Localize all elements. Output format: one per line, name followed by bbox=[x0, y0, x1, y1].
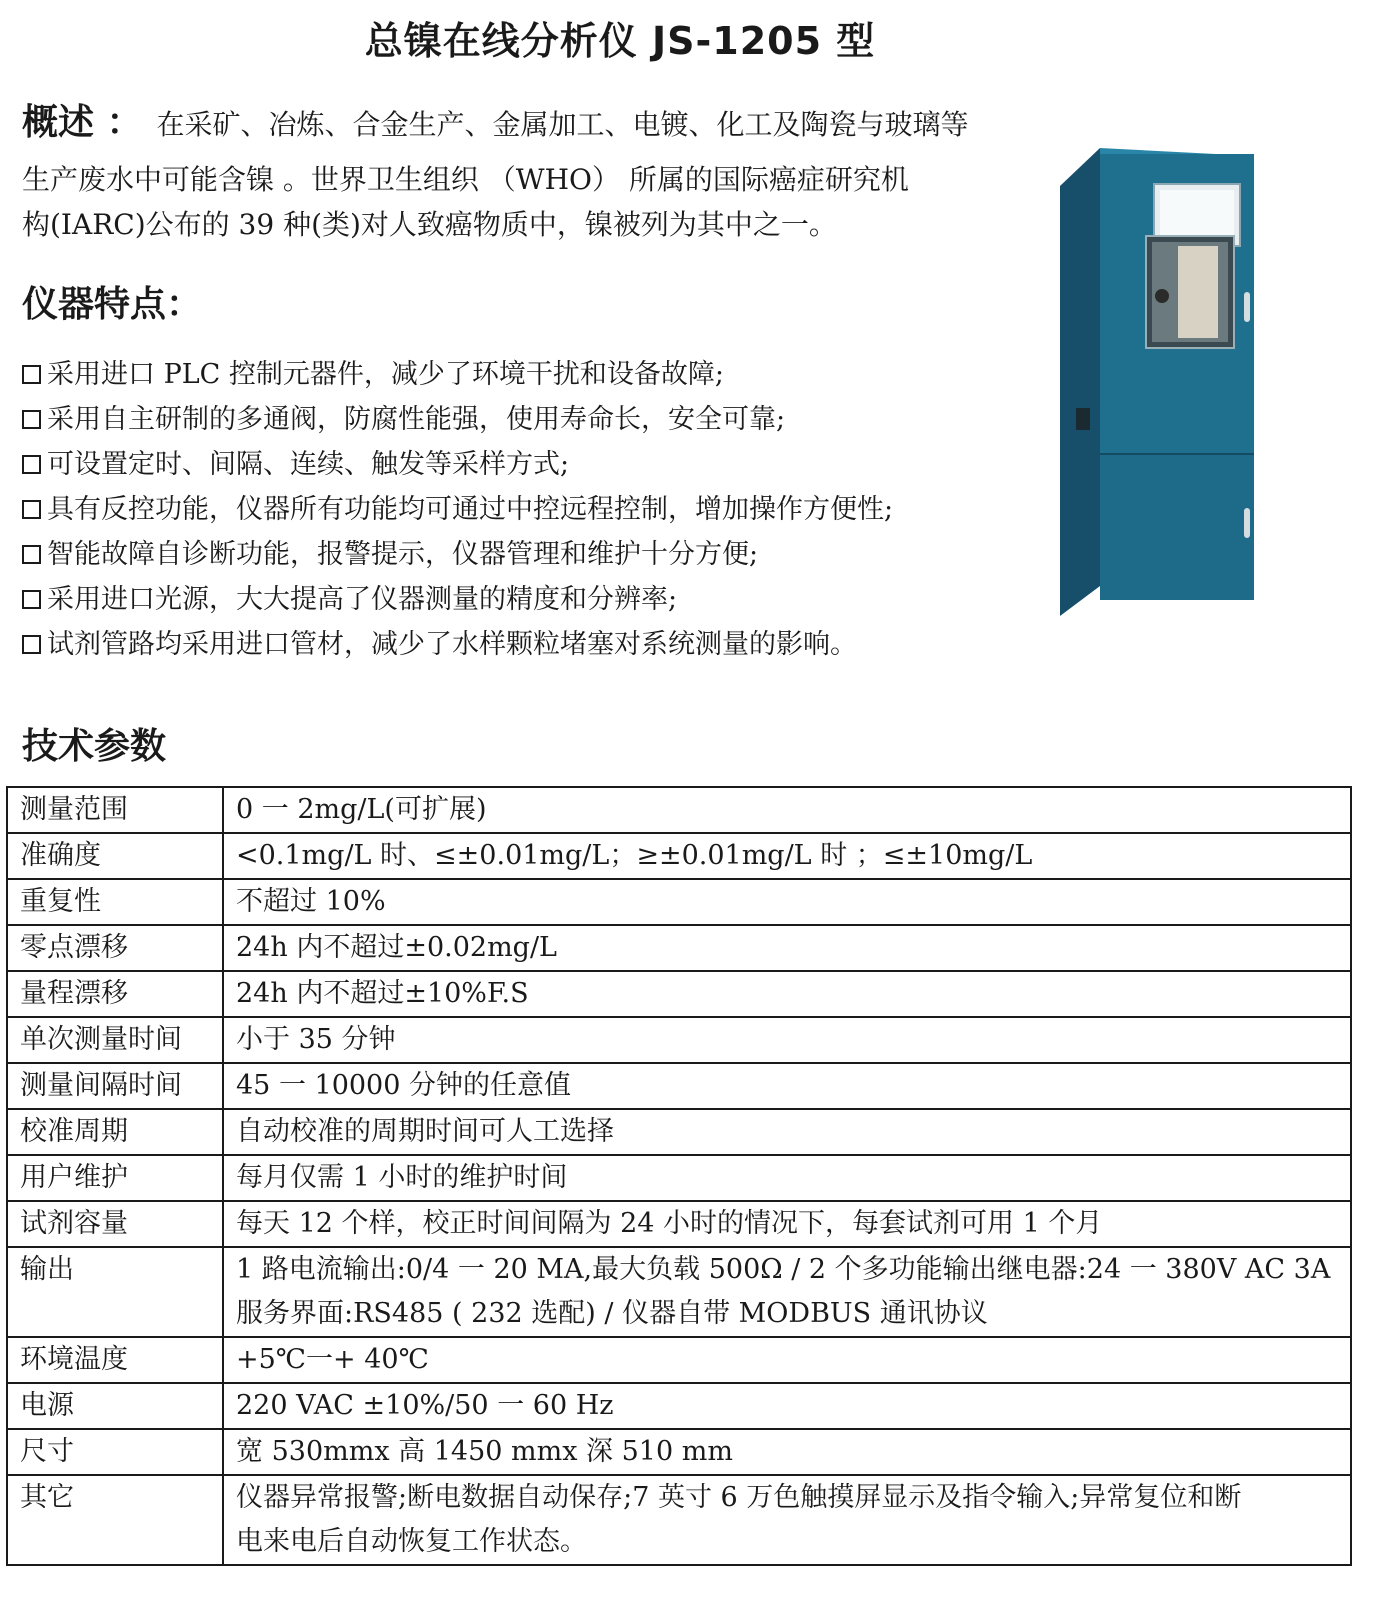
table-row: 量程漂移 24h 内不超过±10%F.S bbox=[7, 971, 1351, 1017]
table-row: 输出 1 路电流输出:0/4 一 20 MA,最大负载 500Ω / 2 个多功能输出继电器:24 一 380V AC 3A 服务界面:RS485 ( 232 选配) / 仪器自带 MODBUS 通讯协议 bbox=[7, 1247, 1351, 1337]
table-row: 其它 仪器异常报警;断电数据自动保存;7 英寸 6 万色触摸屏显示及指令输入;异常复位和断 电来电后自动恢复工作状态。 bbox=[7, 1475, 1351, 1565]
table-row: 测量范围 0 一 2mg/L(可扩展) bbox=[7, 787, 1351, 833]
table-row: 准确度 <0.1mg/L 时、≤±0.01mg/L；≥±0.01mg/L 时 ；≤±10mg/L bbox=[7, 833, 1351, 879]
side-vent-icon bbox=[1076, 408, 1090, 430]
table-row: 用户维护 每月仅需 1 小时的维护时间 bbox=[7, 1155, 1351, 1201]
table-row: 电源 220 VAC ±10%/50 一 60 Hz bbox=[7, 1383, 1351, 1429]
overview-line-2: 生产废水中可能含镍 。世界卫生组织 （WHO） 所属的国际癌症研究机 bbox=[22, 163, 909, 196]
table-row: 校准周期 自动校准的周期时间可人工选择 bbox=[7, 1109, 1351, 1155]
feature-item: 采用自主研制的多通阀，防腐性能强，使用寿命长，安全可靠; bbox=[22, 397, 1062, 442]
cabinet-lower-door bbox=[1100, 454, 1254, 600]
spec-table bbox=[6, 786, 1352, 1566]
table-row: 试剂容量 每天 12 个样，校正时间间隔为 24 小时的情况下，每套试剂可用 1 个月 bbox=[7, 1201, 1351, 1247]
cabinet-side-panel bbox=[1060, 148, 1100, 616]
overview-line-1: 在采矿、冶炼、合金生产、金属加工、电镀、化工及陶瓷与玻璃等 bbox=[156, 108, 969, 141]
checkbox-icon bbox=[22, 635, 41, 654]
analyzer-cabinet-image bbox=[1060, 146, 1260, 636]
overview-line-3: 构(IARC)公布的 39 种(类)对人致癌物质中，镍被列为其中之一。 bbox=[22, 208, 837, 241]
feature-item: 采用进口 PLC 控制元器件，减少了环境干扰和设备故障; bbox=[22, 352, 1062, 397]
overview-heading: 概述 ： bbox=[22, 102, 143, 143]
overview-section bbox=[22, 100, 1052, 248]
feature-item: 采用进口光源，大大提高了仪器测量的精度和分辨率; bbox=[22, 577, 1062, 622]
table-row: 零点漂移 24h 内不超过±0.02mg/L bbox=[7, 925, 1351, 971]
table-row: 重复性 不超过 10% bbox=[7, 879, 1351, 925]
checkbox-icon bbox=[22, 365, 41, 384]
upper-door-handle-icon bbox=[1244, 292, 1250, 322]
feature-item: 可设置定时、间隔、连续、触发等采样方式; bbox=[22, 442, 1062, 487]
features-list bbox=[22, 352, 1062, 667]
checkbox-icon bbox=[22, 455, 41, 474]
checkbox-icon bbox=[22, 590, 41, 609]
feature-item: 试剂管路均采用进口管材，减少了水样颗粒堵塞对系统测量的影响。 bbox=[22, 622, 1062, 667]
table-row: 单次测量时间 小于 35 分钟 bbox=[7, 1017, 1351, 1063]
checkbox-icon bbox=[22, 500, 41, 519]
table-row: 环境温度 +5℃一+ 40℃ bbox=[7, 1337, 1351, 1383]
specs-heading: 技术参数 bbox=[22, 726, 167, 767]
feature-item: 具有反控功能，仪器所有功能均可通过中控远程控制，增加操作方便性; bbox=[22, 487, 1062, 532]
checkbox-icon bbox=[22, 545, 41, 564]
lower-door-handle-icon bbox=[1244, 508, 1250, 538]
page-title: 总镍在线分析仪 JS-1205 型 bbox=[364, 19, 876, 63]
table-row: 尺寸 宽 530mmx 高 1450 mmx 深 510 mm bbox=[7, 1429, 1351, 1475]
checkbox-icon bbox=[22, 410, 41, 429]
features-heading: 仪器特点： bbox=[22, 284, 203, 325]
table-row: 测量间隔时间 45 一 10000 分钟的任意值 bbox=[7, 1063, 1351, 1109]
feature-item: 智能故障自诊断功能，报警提示，仪器管理和维护十分方便; bbox=[22, 532, 1062, 577]
